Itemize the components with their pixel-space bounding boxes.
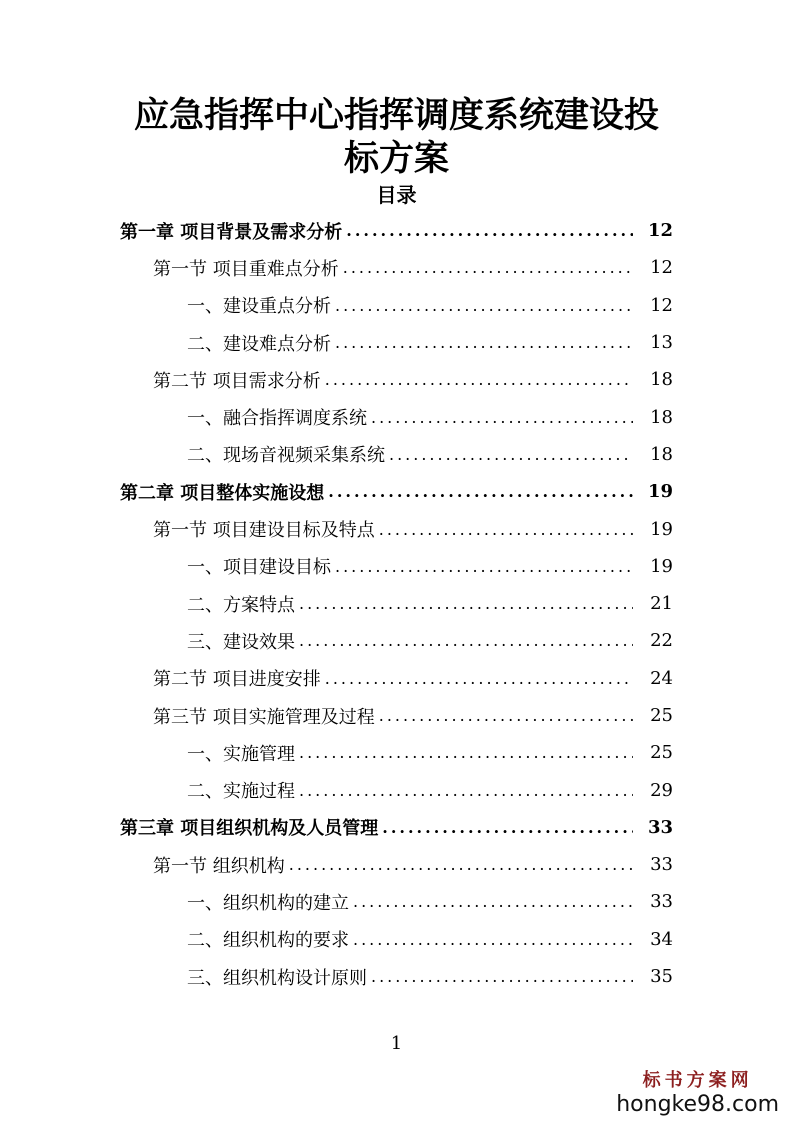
toc-entry-page: 29	[650, 779, 673, 801]
toc-entry-label: 第二节 项目进度安排	[153, 669, 321, 691]
toc-dot-leader	[353, 892, 633, 911]
toc-entry-label: 二、实施过程	[187, 781, 295, 803]
toc-section-entry[interactable]	[0, 697, 793, 734]
toc-entry-label: 第一节 组织机构	[153, 855, 285, 877]
toc-dot-leader	[335, 296, 633, 315]
toc-dot-leader	[389, 445, 633, 464]
toc-subsection-entry[interactable]	[0, 622, 793, 659]
toc-entry-label: 二、组织机构的要求	[187, 930, 349, 952]
toc-entry-page: 35	[650, 966, 673, 988]
toc-section-entry[interactable]	[0, 660, 793, 697]
toc-entry-label: 第一章 项目背景及需求分析	[120, 221, 343, 243]
toc-dot-leader	[325, 370, 633, 389]
toc-entry-page: 19	[650, 555, 673, 577]
toc-dot-leader	[382, 818, 633, 837]
toc-dot-leader	[343, 258, 633, 277]
toc-subsection-entry[interactable]	[0, 958, 793, 995]
page-number: 1	[390, 1033, 403, 1054]
toc-entry-page: 34	[650, 928, 673, 950]
toc-subsection-entry[interactable]	[0, 734, 793, 771]
toc-subsection-entry[interactable]	[0, 398, 793, 435]
toc-dot-leader	[353, 930, 633, 949]
toc-entry-label: 二、建设难点分析	[187, 333, 331, 355]
toc-dot-leader	[379, 520, 633, 539]
toc-dot-leader	[299, 631, 633, 650]
toc-entry-label: 第二节 项目需求分析	[153, 370, 321, 392]
toc-section-entry[interactable]	[0, 249, 793, 286]
watermark-logo	[616, 1070, 779, 1118]
toc-entry-label: 一、实施管理	[187, 743, 295, 765]
toc-entry-page: 13	[650, 332, 673, 354]
toc-entry-label: 三、组织机构设计原则	[187, 967, 367, 989]
toc-chapter-entry[interactable]	[0, 809, 793, 846]
toc-entry-label: 二、现场音视频采集系统	[187, 445, 385, 467]
toc-chapter-entry[interactable]	[0, 212, 793, 249]
toc-entry-label: 第一节 项目重难点分析	[153, 258, 339, 280]
toc-subsection-entry[interactable]	[0, 287, 793, 324]
toc-section-entry[interactable]	[0, 846, 793, 883]
toc-dot-leader	[299, 781, 633, 800]
toc-entry-page: 21	[650, 593, 673, 615]
toc-entry-page: 24	[650, 667, 673, 689]
toc-dot-leader	[328, 482, 633, 501]
toc-section-entry[interactable]	[0, 361, 793, 398]
toc-entry-label: 一、组织机构的建立	[187, 892, 349, 914]
toc-dot-leader	[289, 855, 633, 874]
toc-entry-page: 33	[647, 816, 673, 838]
watermark-chinese-text: 标书方案网	[642, 1070, 753, 1091]
toc-dot-leader	[335, 333, 633, 352]
toc-chapter-entry[interactable]	[0, 473, 793, 510]
toc-subsection-entry[interactable]	[0, 771, 793, 808]
toc-subsection-entry[interactable]	[0, 548, 793, 585]
toc-heading: 目录	[376, 183, 417, 207]
toc-dot-leader	[346, 221, 633, 240]
toc-entry-page: 25	[650, 742, 673, 764]
toc-entry-page: 12	[647, 220, 673, 242]
document-title-line-1: 应急指挥中心指挥调度系统建设投	[133, 96, 659, 136]
toc-subsection-entry[interactable]	[0, 921, 793, 958]
toc-dot-leader	[371, 967, 633, 986]
toc-entry-page: 18	[650, 369, 673, 391]
toc-entry-page: 19	[650, 518, 673, 540]
toc-entry-label: 一、融合指挥调度系统	[187, 408, 367, 430]
toc-section-entry[interactable]	[0, 510, 793, 547]
document-title-line-2: 标方案	[343, 139, 449, 179]
toc-entry-page: 18	[650, 406, 673, 428]
toc-entry-page: 19	[647, 481, 673, 503]
toc-entry-page: 33	[650, 854, 673, 876]
toc-entry-label: 第一节 项目建设目标及特点	[153, 520, 375, 542]
toc-entry-label: 二、方案特点	[187, 594, 295, 616]
toc-entry-page: 22	[650, 630, 673, 652]
toc-entry-page: 12	[650, 294, 673, 316]
toc-dot-leader	[379, 706, 633, 725]
toc-entry-label: 一、项目建设目标	[187, 557, 331, 579]
toc-entry-page: 12	[650, 257, 673, 279]
watermark-domain-text: hongke98.com	[616, 1092, 779, 1117]
toc-entry-label: 第二章 项目整体实施设想	[120, 482, 325, 504]
toc-subsection-entry[interactable]	[0, 883, 793, 920]
toc-entry-page: 18	[650, 443, 673, 465]
toc-subsection-entry[interactable]	[0, 585, 793, 622]
toc-entry-label: 第三节 项目实施管理及过程	[153, 706, 375, 728]
toc-subsection-entry[interactable]	[0, 436, 793, 473]
toc-dot-leader	[299, 594, 633, 613]
table-of-contents	[0, 212, 793, 995]
toc-entry-label: 一、建设重点分析	[187, 296, 331, 318]
toc-entry-label: 第三章 项目组织机构及人员管理	[120, 818, 379, 840]
toc-entry-page: 25	[650, 705, 673, 726]
toc-dot-leader	[335, 557, 633, 576]
toc-dot-leader	[299, 743, 633, 762]
toc-entry-page: 33	[650, 891, 673, 913]
toc-dot-leader	[371, 408, 633, 427]
toc-dot-leader	[325, 669, 633, 688]
toc-subsection-entry[interactable]	[0, 324, 793, 361]
toc-entry-label: 三、建设效果	[187, 631, 295, 653]
